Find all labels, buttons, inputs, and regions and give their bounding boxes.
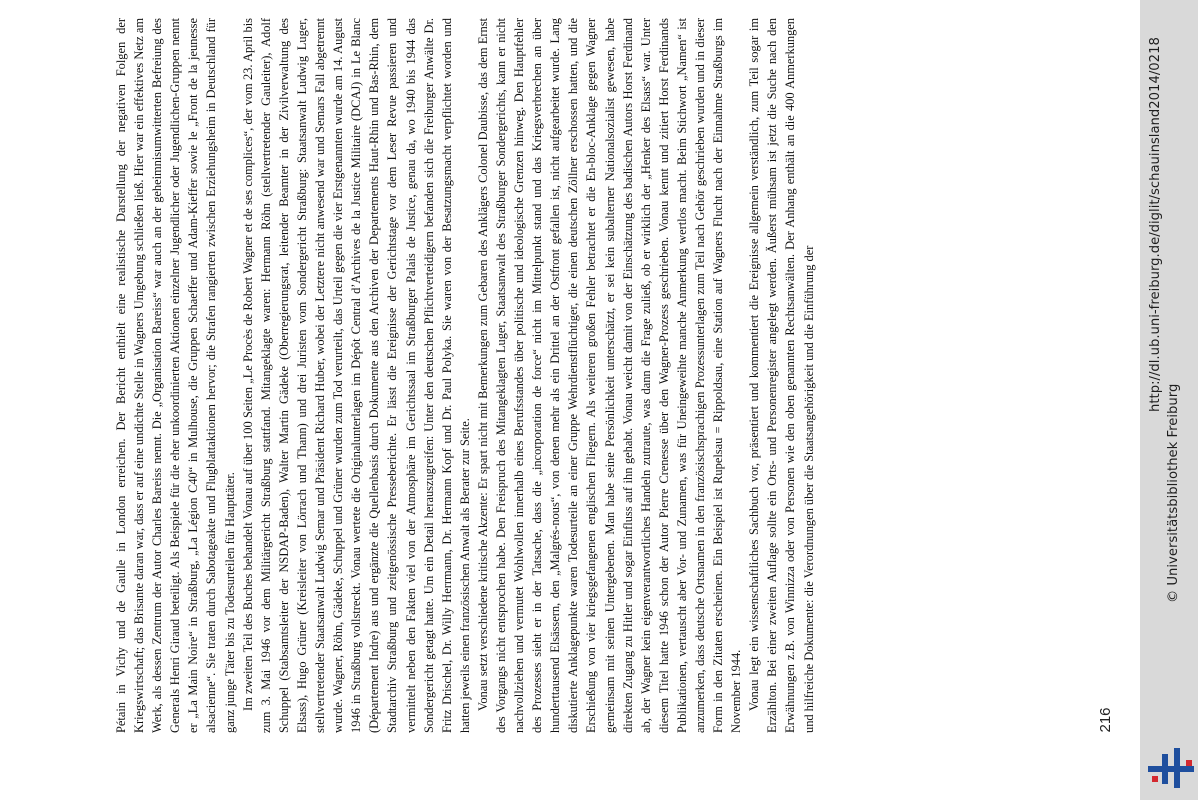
paragraph-3: Vonau setzt verschiedene kritische Akzente: Er spart nicht mit Bemerkungen zum Gebaren des Anklägers Colonel Daubisse, das dem Ernst des Vorgangs nicht entsprochen habe. Den Freispruch des Mitangeklagten Luger, Staatsanwalt des Straßburger Sondergerichts, kann er nicht nachvollziehen und vermutet Wohlwollen innerhalb eines Berufsstandes über politische und ideologische Grenzen hinweg. Den Hauptfehler des Prozesses sieht er in der Tatsache, dass die „incorporation de force“ nicht im Mittelpunkt stand und das Kriegsverbrechen an über hunderttausend Elsässern, den „Malgrés-nous“, von denen mehr als ein Drittel an der Ostfront gefallen ist, nicht aufgearbeitet wurde. Lang diskutierte Anklagepunkte waren Todesurteile an einer Gruppe Wehrdienstflüchtiger, die einen deutschen Zöllner erschossen hatten, und die Erschießung von vier kriegsgefangenen englischen Fliegern. Als weiteren großen Fehler betrachtet er die En-bloc-Anklage gegen Wagner gemeinsam mit seinen Untergebenen. Man habe seine Persönlichkeit unterschätzt, er sei kein subalterner Nationalsozialist gewesen, habe direkten Zugang zu Hitler und sogar Einfluss auf ihn gehabt. Vonau weicht damit von der Einschätzung des badischen Autors Horst Ferdinand ab, der Wagner kein eigenverantwortliches Handeln zutraute, was dann die Frage zuließ, ob er wirklich der „Henker des Elsass“ war. Unter diesem Titel hatte 1946 schon der Autor Pierre Crenesse über den Wagner-Prozess geschrieben. Vonau kennt und zitiert Horst Ferdinands Publikationen, vertauscht aber Vor- und Zunamen, was für Uneingeweihte manche Anmerkung wertlos macht. Beim Stichwort „Namen“ ist anzumerken, dass deutsche Ortsnamen in den französischsprachigen Prozessunterlagen zum Teil nach Gehör geschrieben wurden und in dieser Form in den Zitaten erscheinen. Ein Beispiel ist Rupelsau = Rippoldsau, eine Station auf Wagners Flucht nach der Einnahme Straßburgs im November 1944. (475, 18, 744, 733)
ub-freiburg-logo (1148, 746, 1194, 790)
rotated-text-block (112, 18, 1022, 733)
paragraph-2: Im zweiten Teil des Buches behandelt Vonau auf über 100 Seiten „Le Procès de Robert Wagner et de ses complices“, der vom 23. April bis zum 3. Mai 1946 vor dem Militärgericht Straßburg stattfand. Mitangeklagte waren: Hermann Röhn (stellvertretender Gauleiter), Adolf Schuppel (Stabsamtsleiter der NSDAP-Baden), Walter Martin Gädeke (Oberregierungsrat, leitender Beamter in der Zivilverwaltung des Elsass), Hugo Grüner (Kreisleiter von Lörrach und Thann) und drei Juristen vom Sondergericht Straßburg: Staatsanwalt Ludwig Luger, stellvertretender Staatsanwalt Ludwig Semar und Präsident Richard Huber, wobei der Letztere nicht anwesend war und Semars Fall abgetrennt wurde. Wagner, Röhn, Gädeke, Schuppel und Grüner wurden zum Tod verurteilt, das Urteil gegen die vier Erstgenannten wurde am 14. August 1946 in Straßburg vollstreckt. Vonau wertete die Originalunterlagen im Dépôt Central d’Archives de la Justice Militaire (DCAJ) in Le Blanc (Département Indre) aus und ergänzte die Quellenbasis durch Dokumente aus den Archiven der Departements Haut-Rhin und Bas-Rhin, dem Stadtarchiv Straßburg und zeitgenössische Presseberichte. Er lässt die Ereignisse der Gerichtstage vor dem Leser Revue passieren und vermittelt neben den Fakten viel von der Atmosphäre im Gerichtssaal im Straßburger Palais de Justice, genau da, wo 1940 bis 1944 das Sondergericht getagt hatte. Um ein Detail herauszugreifen: Unter den deutschen Pflichtverteidigern befanden sich die Freiburger Anwälte Dr. Fritz Drischel, Dr. Willy Herrmann, Dr. Hermann Kopf und Dr. Paul Polyka. Sie waren von der Besatzungsmacht verpflichtet worden und hatten jeweils einen französischen Anwalt als Berater zur Seite. (240, 18, 472, 733)
page-number: 216 (1097, 707, 1114, 733)
body-text (112, 18, 818, 733)
copyright-notice: © Universitätsbibliothek Freiburg (1166, 383, 1181, 603)
paragraph-1: Pétain in Vichy und de Gaulle in London erreichen. Der Bericht enthielt eine realistische Darstellung der negativen Folgen der Kriegswirtschaft; das Brisante daran war, dass er auf eine undichte Stelle in Wagners Umgebung schließen ließ. Hier war ein effektives Netz am Werk, als dessen Zentrum der Autor Charles Bareiss nennt. Die „Organisation Bareiss“ war auch an der geheimnisumwitterten Befreiung des Generals Henri Giraud beteiligt. Als Beispiele für die eher unkoordinierten Aktionen einzelner Jugendlicher oder Jugendlichen-Gruppen nennt er „La Main Noire“ in Straßburg, „La Légion C40“ in Mulhouse, die Gruppen Schaeffer und Adam-Kieffer sowie le „Front de la jeunesse alsacienne“. Sie traten durch Sabotageakte und Flugblattaktionen hervor; die Strafen rangierten zwischen Erziehungsheim in Deutschland für ganz junge Täter bis zu Todesurteilen für Haupttäter. (114, 18, 237, 733)
paragraph-4: Vonau legt ein wissenschaftliches Sachbuch vor, präsentiert und kommentiert die Ereignisse allgemein verständlich, zum Teil sogar im Erzählton. Bei einer zweiten Auflage sollte ein Orts- und Personenregister angelegt werden. Äußerst mühsam ist jetzt die Suche nach den Erwähnungen z.B. von Winnizza oder von Personen wie den oben genannten Rechtsanwälten. Der Anhang enthält an die 400 Anmerkungen und hilfreiche Dokumente: die Verordnungen über die Staatsangehörigkeit und die Einführung der (747, 18, 816, 733)
source-url-link[interactable]: http://dl.ub.uni-freiburg.de/diglit/schauinsland2014/0218 (1148, 37, 1163, 412)
